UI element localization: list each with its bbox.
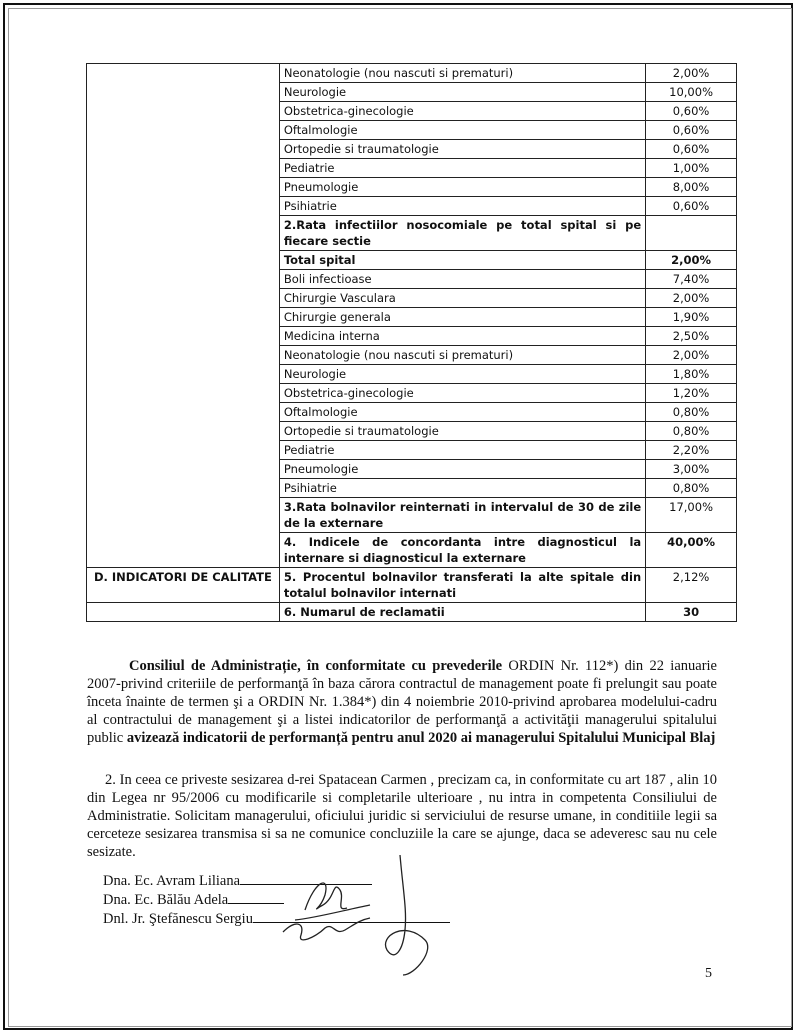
approval-tail: avizează indicatorii de performanță pentru anul 2020 ai managerului Spitalului Municipal Blaj: [126, 730, 716, 746]
indicator-name: Ortopedie si traumatologie: [279, 422, 645, 441]
category-cell-empty: [87, 422, 280, 441]
indicator-name: 6. Numarul de reclamatii: [279, 603, 645, 622]
table-row: [87, 102, 737, 121]
indicator-name: Neurologie: [279, 83, 645, 102]
table-row: [87, 568, 737, 603]
indicator-name: Oftalmologie: [279, 403, 645, 422]
category-cell: D. INDICATORI DE CALITATE: [87, 568, 280, 603]
indicator-value: 0,80%: [646, 422, 737, 441]
page-number: 5: [705, 966, 712, 981]
indicator-value: 7,40%: [646, 270, 737, 289]
indicator-name: 3.Rata bolnavilor reinternati in intervalul de 30 de zile de la externare: [279, 498, 645, 533]
category-cell-empty: [87, 197, 280, 216]
handwritten-signature: [275, 850, 445, 980]
indicator-name: Pneumologie: [279, 178, 645, 197]
indicator-value: 0,80%: [646, 479, 737, 498]
table-row: [87, 121, 737, 140]
signatory-1: Dna. Ec. Avram Liliana: [103, 872, 372, 890]
indicator-name: Ortopedie si traumatologie: [279, 140, 645, 159]
category-cell-empty: [87, 498, 280, 533]
table-row: [87, 64, 737, 83]
table-row: [87, 460, 737, 479]
indicator-name: Obstetrica-ginecologie: [279, 102, 645, 121]
category-cell-empty: [87, 603, 280, 622]
indicators-table: [86, 63, 737, 622]
indicator-value: 1,80%: [646, 365, 737, 384]
category-cell-empty: [87, 403, 280, 422]
indicator-name: Boli infectioase: [279, 270, 645, 289]
indicator-name: Psihiatrie: [279, 197, 645, 216]
table-row: [87, 422, 737, 441]
category-cell-empty: [87, 216, 280, 251]
indicator-value: 0,60%: [646, 102, 737, 121]
table-row: [87, 441, 737, 460]
category-cell-empty: [87, 140, 280, 159]
indicator-name: 2.Rata infectiilor nosocomiale pe total spital si pe fiecare sectie: [279, 216, 645, 251]
table-row: [87, 533, 737, 568]
table-row: [87, 308, 737, 327]
indicator-value: 0,60%: [646, 197, 737, 216]
indicator-value: 8,00%: [646, 178, 737, 197]
category-cell-empty: [87, 479, 280, 498]
indicator-value: 1,20%: [646, 384, 737, 403]
table-row: [87, 384, 737, 403]
category-cell-empty: [87, 365, 280, 384]
indicator-value: 2,00%: [646, 251, 737, 270]
table-row: [87, 327, 737, 346]
category-cell-empty: [87, 178, 280, 197]
table-row: [87, 289, 737, 308]
indicator-name: Neonatologie (nou nascuti si prematuri): [279, 64, 645, 83]
category-cell-empty: [87, 102, 280, 121]
indicator-value: 10,00%: [646, 83, 737, 102]
indicator-name: Neurologie: [279, 365, 645, 384]
table-row: [87, 216, 737, 251]
category-cell-empty: [87, 289, 280, 308]
table-row: [87, 346, 737, 365]
indicator-name: Neonatologie (nou nascuti si prematuri): [279, 346, 645, 365]
table-row: [87, 498, 737, 533]
table-row: [87, 603, 737, 622]
indicator-value: 2,00%: [646, 64, 737, 83]
indicator-name: Pneumologie: [279, 460, 645, 479]
indicator-value: 17,00%: [646, 498, 737, 533]
table-row: [87, 403, 737, 422]
indicator-value: 1,00%: [646, 159, 737, 178]
category-cell-empty: [87, 346, 280, 365]
indicator-name: Chirurgie generala: [279, 308, 645, 327]
indicator-value: 2,50%: [646, 327, 737, 346]
indicator-name: Oftalmologie: [279, 121, 645, 140]
indicator-name: 5. Procentul bolnavilor transferati la alte spitale din totalul bolnavilor internati: [279, 568, 645, 603]
indicator-name: Psihiatrie: [279, 479, 645, 498]
category-cell-empty: [87, 64, 280, 83]
table-row: [87, 197, 737, 216]
category-cell-empty: [87, 533, 280, 568]
category-cell-empty: [87, 460, 280, 479]
indicator-value: 30: [646, 603, 737, 622]
indicator-name: Medicina interna: [279, 327, 645, 346]
table-row: [87, 270, 737, 289]
indicator-value: 0,60%: [646, 140, 737, 159]
indicator-value: 0,60%: [646, 121, 737, 140]
indicator-value: 2,00%: [646, 346, 737, 365]
indicator-value: 1,90%: [646, 308, 737, 327]
indicator-name: Pediatrie: [279, 159, 645, 178]
category-cell-empty: [87, 121, 280, 140]
table-row: [87, 365, 737, 384]
table-row: [87, 251, 737, 270]
paragraph-approval: [87, 657, 717, 747]
table-row: [87, 159, 737, 178]
indicator-name: Obstetrica-ginecologie: [279, 384, 645, 403]
category-cell-empty: [87, 441, 280, 460]
signatory-3: Dnl. Jr. Ştefănescu Sergiu: [103, 910, 450, 928]
indicator-value: 3,00%: [646, 460, 737, 479]
indicator-value: 2,00%: [646, 289, 737, 308]
category-cell-empty: [87, 251, 280, 270]
table-row: [87, 479, 737, 498]
indicator-name: Pediatrie: [279, 441, 645, 460]
paragraph-complaint: 2. In ceea ce priveste sesizarea d-rei Spatacean Carmen , precizam ca, in conformitate cu art 187 , alin 10 din Legea nr 95/2006 cu modificarile si completarile ulterioare , nu intra in competenta Consiliului de Administratie. Solicitam managerului, oficiului juridic si serviciului de resurse umane, in conditiile legii sa cerceteze sesizarea transmisa si sa ne comunice concluziile la care se ajunge, daca se adeveresc sau nu cele sesizate.: [87, 772, 717, 860]
indicator-name: Chirurgie Vasculara: [279, 289, 645, 308]
signatory-2: Dna. Ec. Bălău Adela: [103, 891, 284, 909]
category-cell-empty: [87, 327, 280, 346]
indicator-value: 2,12%: [646, 568, 737, 603]
approval-lead: Consiliul de Administrație, în conformitate cu prevederile: [129, 658, 503, 674]
indicator-value: 2,20%: [646, 441, 737, 460]
indicator-value: [646, 216, 737, 251]
approval-body: ORDIN Nr. 112*) din 22 ianuarie 2007-privind criteriile de performanţă în baza cărora contractul de management poate fi prelungit sau poate înceta înainte de termen şi a ORDIN Nr. 1.384*) din 4 noiembrie 2010-privind aprobarea modelului-cadru al contractului de management şi a listei indicatorilor de performanţă a activităţii managerului spitalului public: [87, 658, 717, 746]
category-cell-empty: [87, 308, 280, 327]
category-cell-empty: [87, 83, 280, 102]
indicator-name: 4. Indicele de concordanta intre diagnosticul la internare si diagnosticul la externare: [279, 533, 645, 568]
table-row: [87, 83, 737, 102]
table-row: [87, 140, 737, 159]
table-row: [87, 178, 737, 197]
indicator-value: 40,00%: [646, 533, 737, 568]
category-cell-empty: [87, 384, 280, 403]
indicator-name: Total spital: [279, 251, 645, 270]
indicator-value: 0,80%: [646, 403, 737, 422]
category-cell-empty: [87, 159, 280, 178]
category-cell-empty: [87, 270, 280, 289]
